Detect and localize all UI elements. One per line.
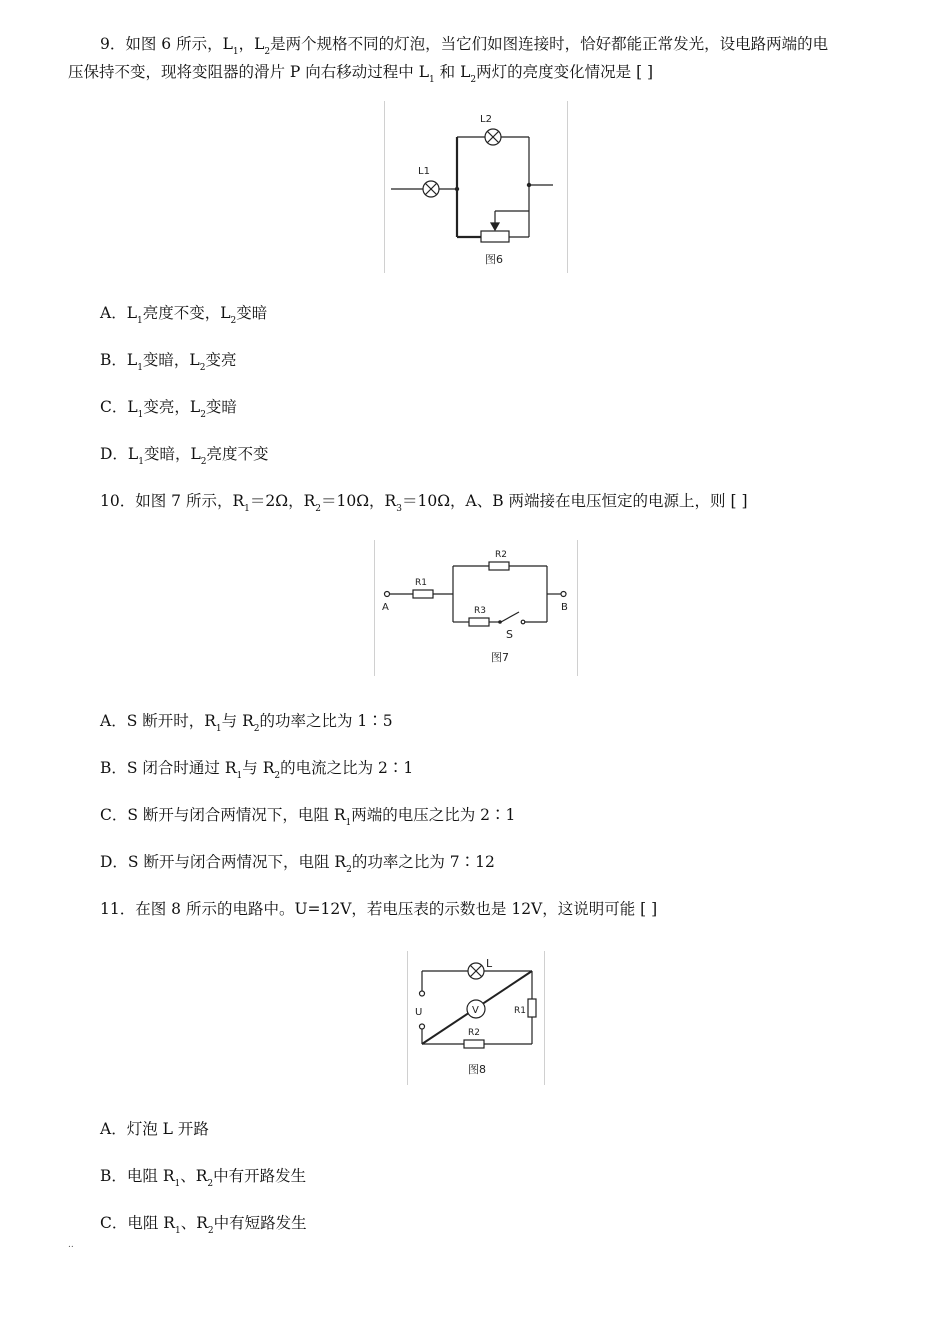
figure-6-caption: 图6 — [485, 253, 503, 266]
q10-option-d: D．S 断开与闭合两情况下，电阻 $R_2$的功率之比为 7∶12 — [100, 853, 495, 875]
figure-8-caption: 图8 — [468, 1063, 486, 1076]
label-l2: L2 — [480, 114, 492, 125]
q9-option-a: A．$L_1$亮度不变，$L_2$变暗 — [100, 304, 268, 326]
circuit-diagram-6 — [385, 101, 567, 273]
label-r2: R2 — [468, 1028, 480, 1038]
label-l1: L1 — [418, 166, 430, 177]
q9-option-c: C．$L_1$变亮，$L_2$变暗 — [100, 398, 237, 420]
q9-option-b: B．$L_1$变暗，$L_2$变亮 — [100, 351, 237, 373]
q9-stem-line1: 9．如图 6 所示，$L_1$，$L_2$是两个规格不同的灯泡，当它们如图连接时，恰好都能正常发光，设电路两端的电 — [100, 35, 829, 57]
label-v: V — [472, 1005, 479, 1016]
q10-option-c: C．S 断开与闭合两情况下，电阻 $R_1$两端的电压之比为 2∶1 — [100, 806, 516, 828]
q11-option-c: C．电阻 $R_1$、$R_2$中有短路发生 — [100, 1214, 307, 1236]
q9-stem-line2: 压保持不变，现将变阻器的滑片 P 向右移动过程中 $L_1$ 和 $L_2$两灯的亮度变化情况是 [ ] — [68, 63, 654, 85]
figure-7 — [374, 540, 578, 676]
label-l: L — [486, 957, 493, 970]
q11-option-a: A．灯泡 L 开路 — [100, 1120, 209, 1138]
figure-7-caption: 图7 — [491, 651, 509, 664]
label-r1: R1 — [415, 578, 427, 588]
label-r2: R2 — [495, 550, 507, 560]
q10-option-b: B．S 闭合时通过 $R_1$与 $R_2$的电流之比为 2∶1 — [100, 759, 414, 781]
circuit-diagram-8 — [408, 951, 544, 1085]
figure-8 — [407, 951, 545, 1085]
figure-6 — [384, 101, 568, 273]
label-a: A — [382, 602, 389, 613]
label-u: U — [415, 1007, 423, 1018]
q10-option-a: A．S 断开时，$R_1$与 $R_2$的功率之比为 1∶5 — [100, 712, 393, 734]
q11-stem: 11．在图 8 所示的电路中。U=12V，若电压表的示数也是 12V，这说明可能 [ ] — [100, 900, 658, 918]
label-b: B — [561, 602, 568, 613]
q10-stem: 10．如图 7 所示，$R_1=2\Omega$，$R_2=10\Omega$，$R_3=10\Omega$，A、B 两端接在电压恒定的电源上，则 [ ] — [100, 492, 748, 514]
label-r3: R3 — [474, 606, 486, 616]
label-s: S — [506, 628, 513, 641]
label-r1: R1 — [514, 1006, 526, 1016]
q9-option-d: D．$L_1$变暗，$L_2$亮度不变 — [100, 445, 269, 467]
circuit-diagram-7 — [375, 540, 577, 676]
page-footer-marks: .. — [68, 1240, 74, 1250]
q11-option-b: B．电阻 $R_1$、$R_2$中有开路发生 — [100, 1167, 307, 1189]
